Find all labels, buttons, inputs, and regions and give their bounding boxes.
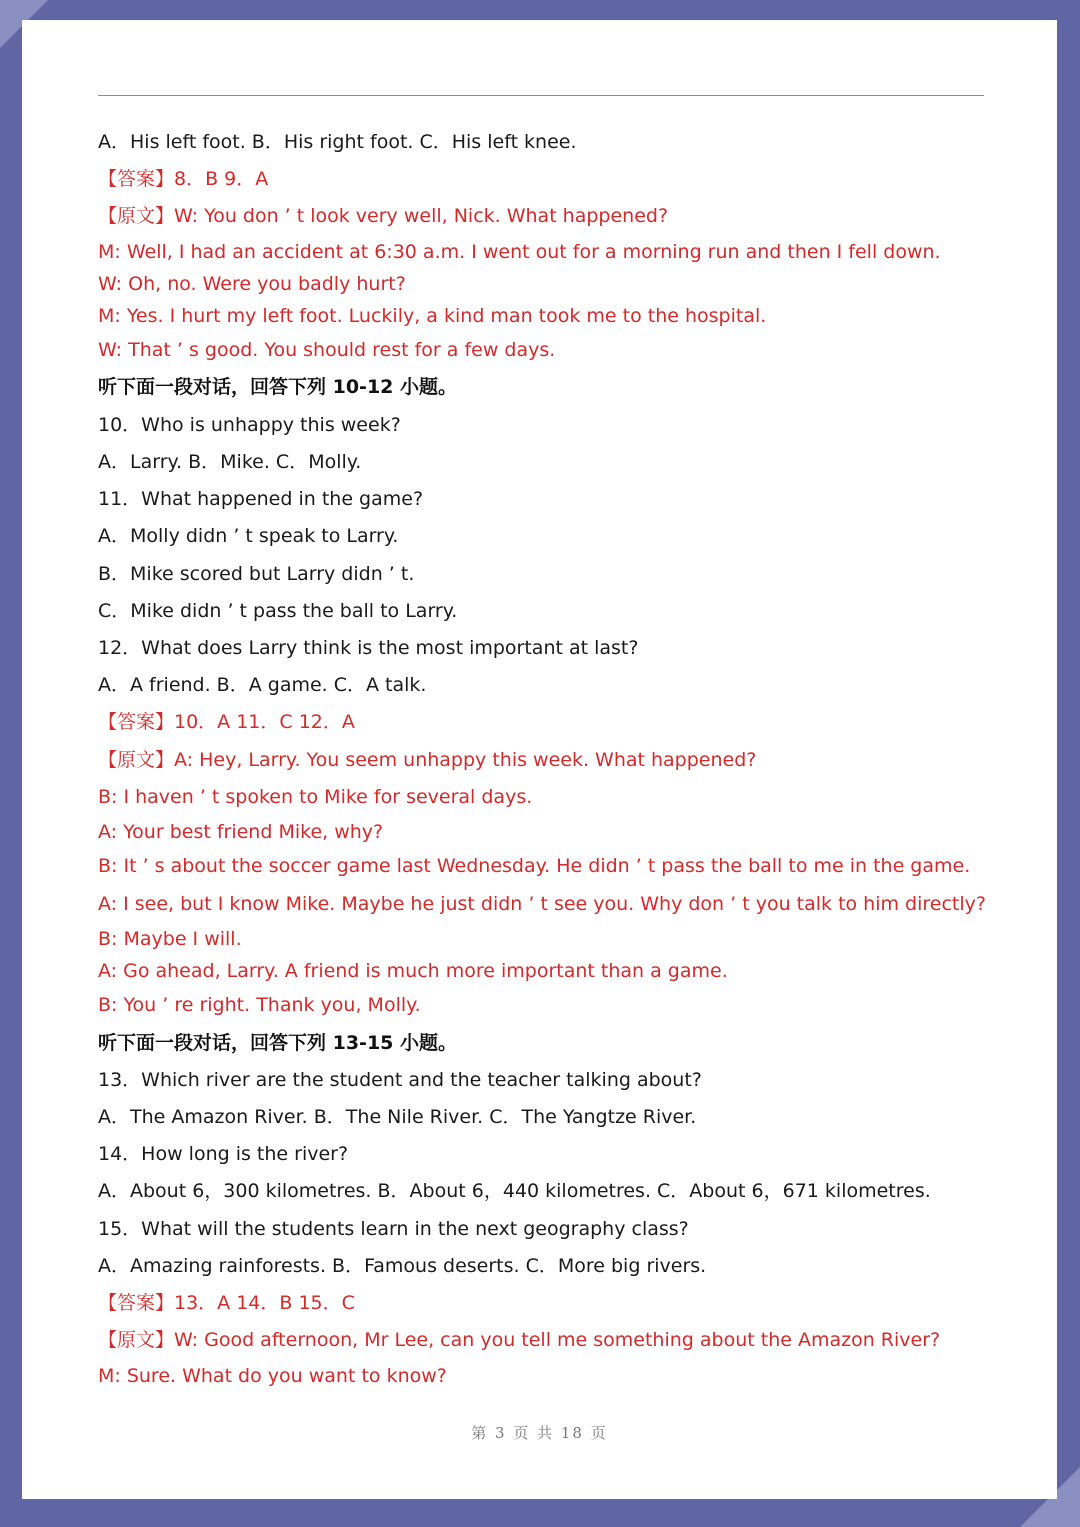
question-14: 14．How long is the river?: [98, 1143, 349, 1165]
question-10: 10．Who is unhappy this week?: [98, 414, 401, 436]
header-rule: [98, 95, 984, 96]
question-13: 13．Which river are the student and the teacher talking about?: [98, 1069, 702, 1091]
q15-options: A．Amazing rainforests. B．Famous deserts. C．More big rivers.: [98, 1255, 707, 1277]
transcript-line: M: Sure. What do you want to know?: [98, 1365, 447, 1387]
transcript-line: W: That ’ s good. You should rest for a few days.: [98, 339, 556, 361]
answer-10-12: 【答案】10．A 11．C 12．A: [98, 711, 355, 733]
transcript-line: W: Oh, no. Were you badly hurt?: [98, 273, 406, 295]
q11-option-a: A．Molly didn ’ t speak to Larry.: [98, 525, 399, 547]
q12-options: A．A friend. B．A game. C．A talk.: [98, 674, 427, 696]
answer-8-9: 【答案】8．B 9．A: [98, 168, 269, 190]
section-heading: 听下面一段对话，回答下列 10-12 小题。: [98, 376, 457, 398]
transcript-line: A: I see, but I know Mike. Maybe he just didn ’ t see you. Why don ’ t you talk to him directly?: [98, 893, 986, 915]
transcript-line: 【原文】W: Good afternoon, Mr Lee, can you tell me something about the Amazon River?: [98, 1329, 941, 1351]
transcript-line: B: Maybe I will.: [98, 928, 242, 950]
transcript-line: M: Well, I had an accident at 6:30 a.m. I went out for a morning run and then I fell down.: [98, 241, 941, 263]
transcript-line: B: You ’ re right. Thank you, Molly.: [98, 994, 421, 1016]
transcript-line: 【原文】W: You don ’ t look very well, Nick. What happened?: [98, 205, 669, 227]
question-11: 11．What happened in the game?: [98, 488, 424, 510]
transcript-line: A: Go ahead, Larry. A friend is much more important than a game.: [98, 960, 728, 982]
q13-options: A．The Amazon River. B．The Nile River. C．The Yangtze River.: [98, 1106, 697, 1128]
transcript-line: A: Your best friend Mike, why?: [98, 821, 384, 843]
transcript-line: B: I haven ’ t spoken to Mike for several days.: [98, 786, 533, 808]
document-page: [22, 20, 1057, 1499]
transcript-line: 【原文】A: Hey, Larry. You seem unhappy this week. What happened?: [98, 749, 757, 771]
transcript-line: M: Yes. I hurt my left foot. Luckily, a kind man took me to the hospital.: [98, 305, 767, 327]
section-heading: 听下面一段对话，回答下列 13-15 小题。: [98, 1032, 457, 1054]
page-number: 第 3 页 共 18 页: [471, 1424, 608, 1442]
answer-13-15: 【答案】13．A 14．B 15．C: [98, 1292, 355, 1314]
q11-option-b: B．Mike scored but Larry didn ’ t.: [98, 563, 415, 585]
q14-options: A．About 6，300 kilometres. B．About 6，440 kilometres. C．About 6，671 kilometres.: [98, 1180, 931, 1202]
question-15: 15．What will the students learn in the next geography class?: [98, 1218, 689, 1240]
q11-option-c: C．Mike didn ’ t pass the ball to Larry.: [98, 600, 458, 622]
transcript-line: B: It ’ s about the soccer game last Wednesday. He didn ’ t pass the ball to me in the game.: [98, 855, 971, 877]
question-12: 12．What does Larry think is the most important at last?: [98, 637, 639, 659]
q9-options: A．His left foot. B．His right foot. C．His left knee.: [98, 131, 577, 153]
q10-options: A．Larry. B．Mike. C．Molly.: [98, 451, 362, 473]
